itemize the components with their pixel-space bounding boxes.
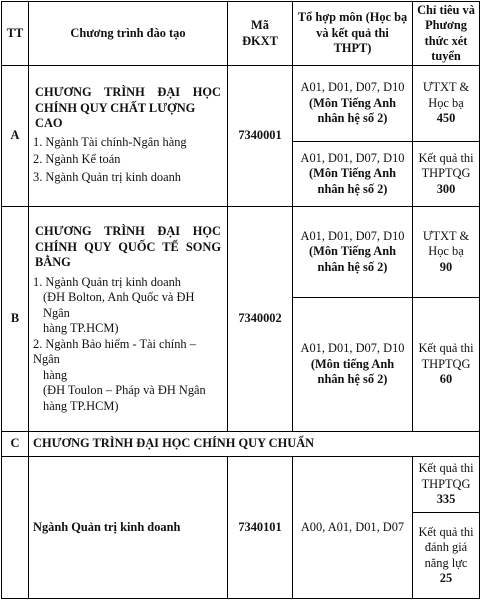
note-line2: nhân hệ số 2) — [317, 372, 388, 387]
list-item: 2. Ngành Kế toán — [33, 152, 121, 166]
header-quota-line4: tuyển — [431, 49, 461, 63]
subjects-text: A01, D01, D07, D10 — [300, 150, 405, 165]
subjects-text: A01, D01, D07, D10 — [300, 228, 405, 243]
section-b-title-line3: BẰNG — [35, 255, 71, 269]
section-c-row-1 — [2, 457, 480, 513]
section-c-code: 7340101 — [228, 457, 293, 599]
note-line2: nhân hệ số 2) — [317, 259, 388, 274]
section-c-heading-row — [2, 432, 480, 457]
header-subjects-line3: THPT) — [333, 41, 372, 56]
method-line1: ƯTXT & — [422, 228, 470, 243]
list-item-detail: hàng TP.HCM) — [43, 398, 119, 413]
header-code — [228, 2, 293, 66]
header-tt: TT — [2, 2, 29, 66]
method-line1: Kết quả thi — [418, 150, 474, 165]
section-a-list — [33, 135, 223, 186]
admission-table — [1, 1, 480, 599]
list-item: hàng — [43, 367, 68, 382]
section-a-row-1 — [2, 66, 480, 142]
list-item-detail: hàng TP.HCM) — [43, 321, 119, 335]
method-line1: Kết quả thi — [418, 341, 474, 356]
header-quota-line1: Chỉ tiêu và — [417, 2, 475, 17]
header-subjects — [293, 2, 413, 66]
section-b-row2-quota — [413, 298, 480, 432]
section-c-subjects: A00, A01, D01, D07 — [293, 457, 413, 599]
list-item: 1. Ngành Quản trị kinh doanh — [33, 274, 181, 289]
section-b-row-1 — [2, 207, 480, 298]
section-c-row1-quota — [413, 457, 480, 513]
section-b-list — [33, 275, 223, 415]
section-a-program — [29, 66, 228, 207]
note-line1: (Môn Tiếng Anh — [309, 166, 396, 181]
note-line1: (Môn tiếng Anh — [310, 356, 395, 371]
section-b-program — [29, 207, 228, 432]
method-line2: THPTQG — [421, 166, 471, 181]
method-line2: Học bạ — [428, 244, 464, 259]
header-row — [2, 2, 480, 66]
header-subjects-line2: và kết quả thi — [316, 25, 389, 40]
note-line2: nhân hệ số 2) — [317, 181, 388, 196]
header-code-line2: ĐKXT — [242, 33, 278, 48]
note-line1: (Môn Tiếng Anh — [309, 244, 396, 259]
list-item: 1. Ngành Tài chính-Ngân hàng — [33, 134, 187, 149]
list-item: 3. Ngành Quản trị kinh doanh — [33, 169, 181, 184]
section-b-row1-subjects — [293, 207, 413, 298]
section-b-title-line2: CHÍNH QUY QUỐC TẾ SONG — [35, 239, 221, 254]
section-a-tt: A — [2, 66, 29, 207]
section-a-title-line2: CHÍNH QUY CHẤT LƯỢNG CAO — [35, 100, 196, 130]
method-line2: đánh giá — [424, 540, 468, 554]
section-c-row2-quota — [413, 513, 480, 599]
quota-value: 60 — [439, 372, 453, 387]
section-b-tt: B — [2, 207, 29, 432]
subjects-text: A01, D01, D07, D10 — [300, 80, 405, 95]
header-subjects-line1: Tổ hợp môn (Học bạ — [297, 10, 408, 25]
method-line1: Kết quả thi — [418, 461, 474, 476]
subjects-text: A01, D01, D07, D10 — [300, 341, 405, 356]
list-item-detail: (ĐH Bolton, Anh Quốc và ĐH Ngân — [43, 290, 195, 320]
header-program: Chương trình đào tạo — [29, 2, 228, 66]
note-line1: (Môn Tiếng Anh — [309, 95, 396, 110]
section-b-code: 7340002 — [228, 207, 293, 432]
list-item-detail: (ĐH Toulon – Pháp và ĐH Ngân — [43, 383, 206, 397]
header-code-line1: Mã — [251, 18, 269, 32]
method-line2: Học bạ — [428, 95, 464, 110]
section-a-row1-quota — [413, 66, 480, 142]
section-a-title-line1: CHƯƠNG TRÌNH ĐẠI HỌC — [35, 85, 221, 99]
section-b-title-line1: CHƯƠNG TRÌNH ĐẠI HỌC — [35, 224, 221, 238]
header-quota-line3: thức xét — [424, 33, 468, 48]
section-a-code: 7340001 — [228, 66, 293, 207]
section-a-row2-subjects — [293, 142, 413, 207]
header-quota — [413, 2, 480, 66]
section-c-tt: C — [2, 432, 29, 457]
header-quota-line2: Phương — [425, 18, 467, 32]
section-b-row1-quota — [413, 207, 480, 298]
method-line3: năng lực — [424, 555, 468, 570]
section-b-row2-subjects — [293, 298, 413, 432]
method-line1: Kết quả thi — [418, 524, 474, 539]
quota-value: 90 — [439, 259, 453, 274]
method-line1: ƯTXT & — [422, 80, 470, 95]
section-c-program: Ngành Quản trị kinh doanh — [29, 457, 228, 599]
section-a-title — [33, 85, 223, 101]
quota-value: 450 — [436, 111, 456, 126]
section-a-row1-subjects — [293, 66, 413, 142]
quota-value: 335 — [436, 492, 456, 507]
section-c-tt-empty — [2, 457, 29, 599]
section-c-title: CHƯƠNG TRÌNH ĐẠI HỌC CHÍNH QUY CHUẨN — [29, 432, 480, 457]
list-item: 2. Ngành Bảo hiểm - Tài chính – Ngân — [33, 336, 196, 366]
quota-value: 300 — [436, 181, 456, 196]
method-line2: THPTQG — [421, 356, 471, 371]
quota-value: 25 — [439, 571, 453, 585]
method-line2: THPTQG — [421, 476, 471, 491]
note-line2: nhân hệ số 2) — [317, 111, 388, 126]
section-a-row2-quota — [413, 142, 480, 207]
